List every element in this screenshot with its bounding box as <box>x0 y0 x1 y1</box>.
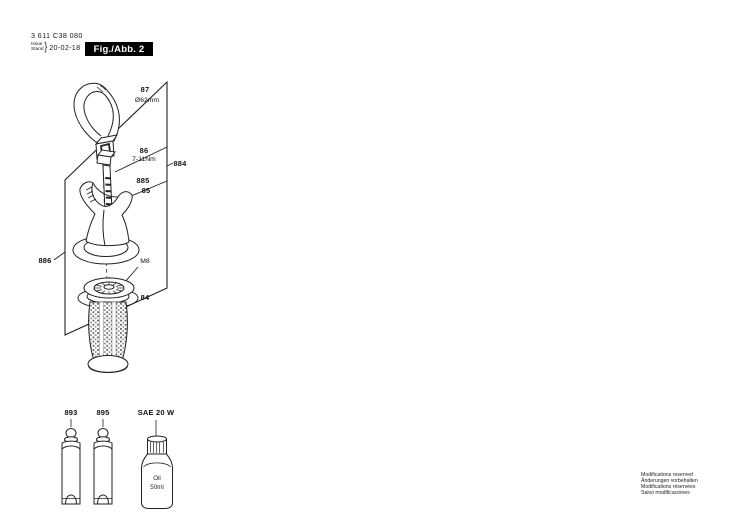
oil-bottle-text-line2: 50ml <box>150 483 164 491</box>
issue-stand-labels <box>31 42 44 53</box>
callout-87: 87 <box>140 85 150 94</box>
issue-date: 20-02-18 <box>49 42 81 52</box>
callout-84: 84 <box>140 293 150 302</box>
grip-handle-drawing <box>78 288 138 373</box>
part-number: 3 611 C38 080 <box>31 31 83 40</box>
notice-line-en: Modifications reserved <box>641 472 693 478</box>
callout-86-torque: 7-11Nm <box>132 156 156 163</box>
callout-86: 86 <box>139 146 149 155</box>
callout-m8: M8 <box>140 258 150 265</box>
label-895: 895 <box>96 408 110 417</box>
label-893: 893 <box>64 408 78 417</box>
oil-bottle-drawing <box>142 420 173 509</box>
grease-tube-895-drawing <box>94 419 112 504</box>
callout-884: 884 <box>173 159 187 168</box>
callout-85: 85 <box>141 186 151 195</box>
brace-glyph: } <box>43 41 47 53</box>
callout-886: 886 <box>38 256 52 265</box>
label-sae20w: SAE 20 W <box>137 408 175 417</box>
m8-nut-washer-drawing <box>84 278 134 298</box>
grease-tube-893-drawing <box>62 419 80 504</box>
notice-line-fr: Modifications réservées <box>641 483 696 490</box>
callout-885: 885 <box>136 176 150 185</box>
notice-line-es: Salvo modificaciones <box>641 489 690 496</box>
stand-label: Stand <box>31 47 44 52</box>
issue-stand-block <box>31 41 80 53</box>
clamp-bolt-drawing <box>97 150 115 211</box>
figure-number-badge: Fig./Abb. 2 <box>85 42 153 56</box>
modifications-notice <box>641 473 698 497</box>
notice-line-de: Änderungen vorbehalten <box>641 477 698 484</box>
strap-loop-drawing <box>74 83 119 142</box>
oil-bottle-text-line1: Oil <box>153 475 161 482</box>
callout-87-diameter: Ø62mm <box>134 97 160 104</box>
issue-label: Issue <box>31 41 43 47</box>
